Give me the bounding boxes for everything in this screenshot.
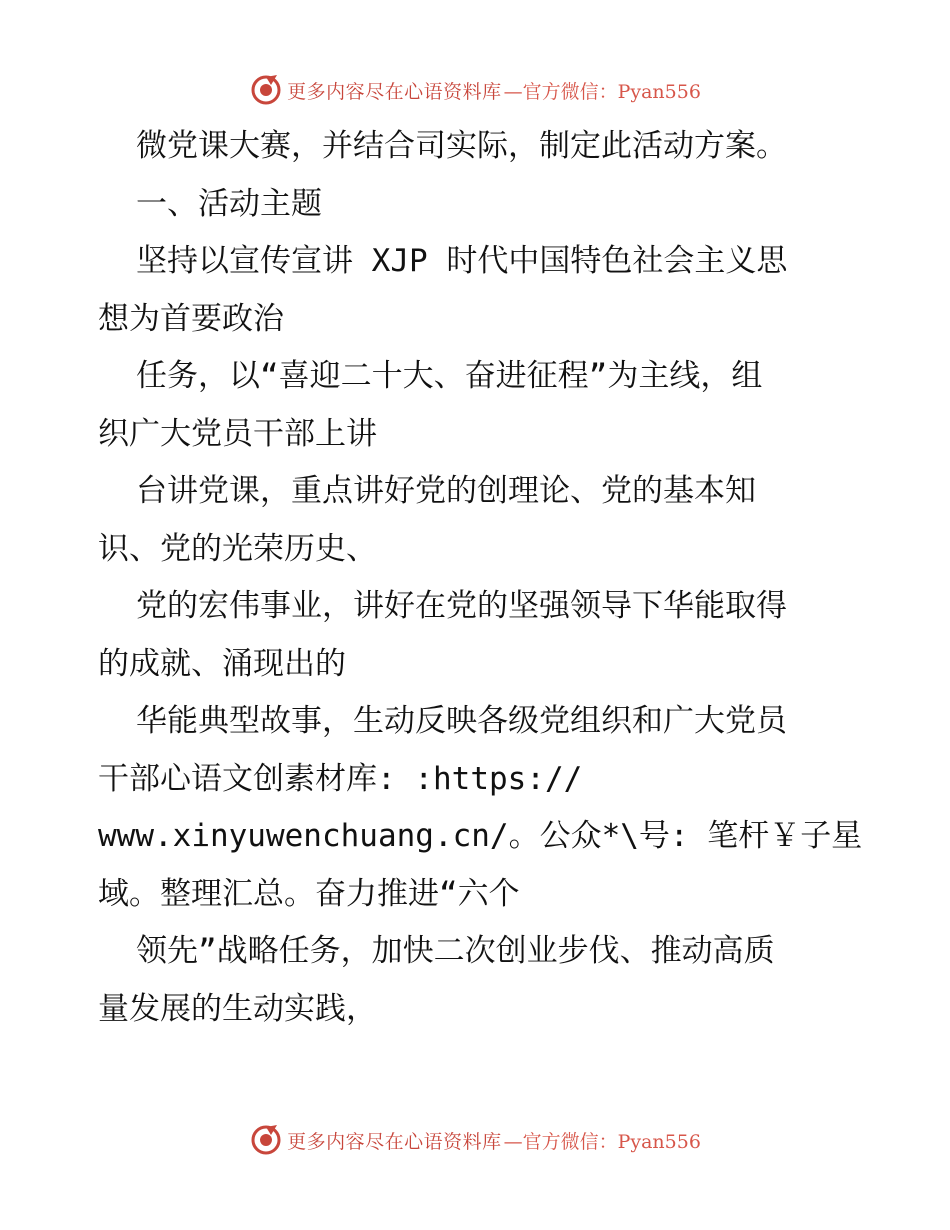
section-heading: 一、活动主题 xyxy=(136,185,322,222)
brand-logo-icon xyxy=(249,73,283,107)
document-body xyxy=(98,118,863,1038)
body-line: 坚持以宣传宣讲 XJP 时代中国特色社会主义思 xyxy=(136,243,788,279)
body-line: 识、党的光荣历史、 xyxy=(98,530,377,567)
body-line: 的成就、涌现出的 xyxy=(98,645,346,682)
watermark-site-text: 更多内容尽在心语资料库 xyxy=(287,80,502,103)
body-line: 微党课大赛，并结合司实际，制定此活动方案。 xyxy=(136,128,787,164)
footer-watermark xyxy=(0,1120,950,1160)
body-line: 领先”战略任务，加快二次创业步伐、推动高质 xyxy=(136,933,775,969)
watermark-wechat-text: —官方微信：Pyan556 xyxy=(503,1130,701,1153)
body-line: 华能典型故事，生动反映各级党组织和广大党员 xyxy=(136,703,787,739)
watermark-site-text: 更多内容尽在心语资料库 xyxy=(287,1130,502,1153)
body-line: 台讲党课，重点讲好党的创理论、党的基本知 xyxy=(136,473,756,509)
brand-logo-icon xyxy=(249,1123,283,1157)
body-line: 域。整理汇总。奋力推进“六个 xyxy=(98,875,520,912)
body-line: 党的宏伟事业，讲好在党的坚强领导下华能取得 xyxy=(136,588,787,624)
body-line: 织广大党员干部上讲 xyxy=(98,415,377,452)
watermark-wechat-text: —官方微信：Pyan556 xyxy=(503,80,701,103)
body-line: www.xinyuwenchuang.cn/。公众*\号: 笔杆￥子星 xyxy=(98,818,863,854)
header-watermark xyxy=(0,70,950,110)
body-line: 任务，以“喜迎二十大、奋进征程”为主线，组 xyxy=(136,358,763,394)
body-line: 想为首要政治 xyxy=(98,300,284,337)
body-line: 量发展的生动实践， xyxy=(98,990,377,1027)
body-line: 干部心语文创素材库: :https:// xyxy=(98,760,583,797)
